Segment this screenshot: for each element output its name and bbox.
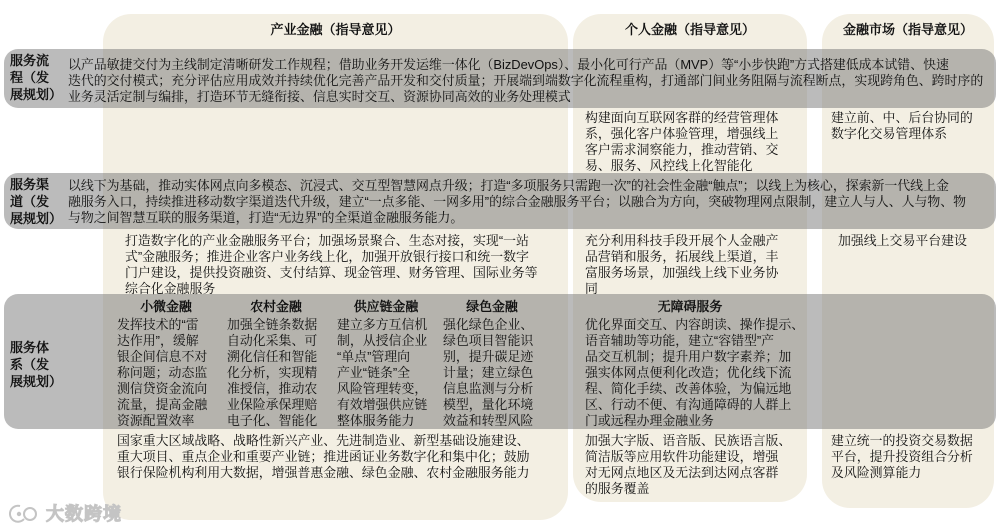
text-line: 风险管理转变， bbox=[337, 381, 428, 396]
service-channel-personal-text bbox=[585, 233, 778, 297]
row-label-line: 展规划） bbox=[10, 211, 63, 226]
text-line: 强实体网点便利化改造；优化线下流 bbox=[585, 365, 792, 380]
text-line: 业务灵活定制与编排，打造环节无缝衔接、信息实时交互、资源协同高效的业务处理模式 bbox=[68, 89, 571, 104]
text-line: 效益和转型风险 bbox=[443, 413, 534, 428]
text-line: 自动化采集、可 bbox=[227, 333, 318, 348]
row-label-line: 展规划） bbox=[10, 87, 63, 102]
text-line: 以产品敏捷交付为主线制定清晰研发工作规程；借助业务开发运维一体化（BizDevOps）、最小化可行产品（MVP）等“小步快跑”方式搭建低成本试错、快速 bbox=[68, 57, 949, 72]
accessible-service-text bbox=[573, 317, 807, 429]
text-line: 模型，量化环境 bbox=[443, 397, 534, 412]
text-line: 及风险测算能力 bbox=[831, 465, 922, 480]
service-process-market-text bbox=[831, 110, 973, 142]
micro-finance-block bbox=[117, 299, 215, 429]
text-line: 简洁版等应用软件功能建设，增强 bbox=[585, 449, 779, 464]
green-finance-text bbox=[443, 317, 541, 429]
text-line: 程、简化手续、改善体验，为偏远地 bbox=[585, 381, 792, 396]
text-line: 流量，提高金融 bbox=[117, 397, 208, 412]
service-system-market-text bbox=[831, 433, 973, 481]
row-label-line: 系（发 bbox=[10, 357, 50, 372]
text-line: 称问题；动态监 bbox=[117, 365, 208, 380]
supply-chain-finance-text bbox=[337, 317, 435, 429]
text-line: 式”金融服务；推进企业客户业务线上化，加强开放银行接口和统一数字 bbox=[125, 249, 529, 264]
row-label-line: 展规划） bbox=[10, 374, 63, 389]
service-channel-label bbox=[10, 176, 62, 227]
rural-finance-block bbox=[227, 299, 325, 429]
green-finance-title: 绿色金融 bbox=[466, 299, 518, 314]
text-line: 系，强化客户体验管理，增强线上 bbox=[585, 126, 779, 141]
green-finance-block bbox=[443, 299, 541, 429]
text-line: 重大项目、重点企业和重要产业链；推进函证业务数字化和集中化；鼓励 bbox=[117, 449, 530, 464]
text-line: 综合化金融服务 bbox=[125, 281, 216, 296]
personal-finance-header: 个人金融（指导意见） bbox=[624, 22, 755, 37]
rural-finance-text bbox=[227, 317, 325, 429]
service-channel-band-text bbox=[68, 178, 966, 226]
text-line: 溯化信任和智能 bbox=[227, 349, 318, 364]
text-line: 国家重大区域战略、战略性新兴产业、先进制造业、新型基础设施建设、 bbox=[117, 433, 530, 448]
text-line: 产业“链条”全 bbox=[337, 365, 411, 380]
financial-market-header: 金融市场（指导意见） bbox=[842, 22, 973, 37]
supply-chain-finance-block bbox=[337, 299, 435, 429]
text-line: 业保险承保理赔 bbox=[227, 397, 318, 412]
service-system-label bbox=[10, 339, 62, 390]
text-line: 绿色项目智能识 bbox=[443, 333, 534, 348]
text-line: 加强大字版、语音版、民族语言版、 bbox=[585, 433, 792, 448]
service-process-personal-text bbox=[585, 110, 778, 174]
row-label-line: 程（发 bbox=[10, 70, 50, 85]
text-line: 门或远程办理金融业务 bbox=[585, 413, 714, 428]
row-label-line: 服务渠 bbox=[10, 177, 50, 192]
text-line: 建立多方互信机 bbox=[337, 317, 428, 332]
text-line: 与物之间智慧互联的服务渠道，打造“无边界”的全渠道金融服务能力。 bbox=[68, 210, 464, 225]
text-line: 强化绿色企业、 bbox=[443, 317, 534, 332]
text-line: 发挥技术的“雷 bbox=[117, 317, 199, 332]
text-line: 优化界面交互、内容朗读、操作提示、 bbox=[585, 317, 805, 332]
watermark-logo bbox=[8, 502, 122, 524]
text-line: 准授信，推动农 bbox=[227, 381, 318, 396]
text-line: 达作用”，缓解 bbox=[117, 333, 199, 348]
text-line: “单点”管理向 bbox=[337, 349, 411, 364]
text-line: 数字化交易管理体系 bbox=[831, 126, 948, 141]
text-line: 电子化、智能化 bbox=[227, 413, 318, 428]
text-line: 制，从授信企业 bbox=[337, 333, 428, 348]
text-line: 整体服务能力 bbox=[337, 413, 415, 428]
service-system-personal-text bbox=[585, 433, 791, 497]
text-line: 品交互机制；提升用户数字素养；加 bbox=[585, 349, 792, 364]
row-label-line: 道（发 bbox=[10, 194, 50, 209]
text-line: 银行保险机构利用大数据，增强普惠金融、绿色金融、农村金融服务能力 bbox=[117, 465, 530, 480]
text-line: 富服务场景，加强线上线下业务协 bbox=[585, 265, 779, 280]
text-line: 平台，提升投资组合分析 bbox=[831, 449, 973, 464]
micro-finance-title: 小微金融 bbox=[140, 299, 192, 314]
text-line: 品营销和服务，拓展线上渠道，丰 bbox=[585, 249, 779, 264]
text-line: 加强全链条数据 bbox=[227, 317, 318, 332]
rural-finance-title: 农村金融 bbox=[250, 299, 302, 314]
text-line: 区、行动不便、有沟通障碍的人群上 bbox=[585, 397, 792, 412]
text-line: 别，提升碳足迹 bbox=[443, 349, 534, 364]
text-line: 构建面向互联网客群的经营管理体 bbox=[585, 110, 779, 125]
text-line: 银企间信息不对 bbox=[117, 349, 208, 364]
text-line: 计量；建立绿色 bbox=[443, 365, 534, 380]
text-line: 融服务入口，持续推进移动数字渠道迭代升级，建立“一点多能、一网多用”的综合金融服务平台；以融合为方向，突破物理网点限制，建立人与人、人与物、物 bbox=[68, 194, 967, 209]
text-line: 化分析，实现精 bbox=[227, 365, 318, 380]
accessible-service-block bbox=[573, 299, 807, 429]
supply-chain-finance-title: 供应链金融 bbox=[353, 299, 419, 314]
text-line: 建立统一的投资交易数据 bbox=[831, 433, 973, 448]
service-channel-market-text bbox=[838, 233, 967, 249]
industry-finance-header: 产业金融（指导意见） bbox=[270, 22, 401, 37]
text-line: 的服务覆盖 bbox=[585, 481, 650, 496]
text-line: 易、服务、风控线上化智能化 bbox=[585, 158, 753, 173]
swirl-logo-icon bbox=[8, 502, 42, 524]
text-line: 测信贷资金流向 bbox=[117, 381, 208, 396]
text-line: 打造数字化的产业金融服务平台；加强场景聚合、生态对接，实现“一站 bbox=[125, 233, 529, 248]
text-line: 加强线上交易平台建设 bbox=[838, 233, 967, 248]
service-process-label bbox=[10, 52, 62, 103]
text-line: 充分利用科技手段开展个人金融产 bbox=[585, 233, 779, 248]
text-line: 客户需求洞察能力，推动营销、交 bbox=[585, 142, 779, 157]
text-line: 以线下为基础，推动实体网点向多模态、沉浸式、交互型智慧网点升级；打造“多项服务只需跑一次”的社会性金融“触点”；以线上为核心，探索新一代线上金 bbox=[68, 178, 949, 193]
text-line: 资源配置效率 bbox=[117, 413, 195, 428]
text-line: 门户建设，提供投资融资、支付结算、现金管理、财务管理、国际业务等 bbox=[125, 265, 538, 280]
watermark-text: 大数跨境 bbox=[46, 504, 122, 525]
text-line: 有效增强供应链 bbox=[337, 397, 428, 412]
service-channel-industry-text bbox=[125, 233, 538, 297]
service-system-industry-text bbox=[117, 433, 530, 481]
row-label-line: 服务体 bbox=[10, 340, 50, 355]
text-line: 对无网点地区及无法到达网点客群 bbox=[585, 465, 779, 480]
micro-finance-text bbox=[117, 317, 215, 429]
text-line: 迭代的交付模式；充分评估应用成效并持续优化完善产品开发和交付质量；开展端到端数字化流程重构，打通部门间业务阻隔与流程断点，实现跨角色、跨时序的 bbox=[68, 73, 984, 88]
accessible-service-title: 无障碍服务 bbox=[657, 299, 723, 314]
text-line: 语音辅助等功能，建立“容错型”产 bbox=[585, 333, 775, 348]
text-line: 建立前、中、后台协同的 bbox=[831, 110, 973, 125]
text-line: 信息监测与分析 bbox=[443, 381, 534, 396]
service-process-band-text bbox=[68, 57, 983, 105]
row-label-line: 服务流 bbox=[10, 53, 50, 68]
text-line: 同 bbox=[585, 281, 598, 296]
